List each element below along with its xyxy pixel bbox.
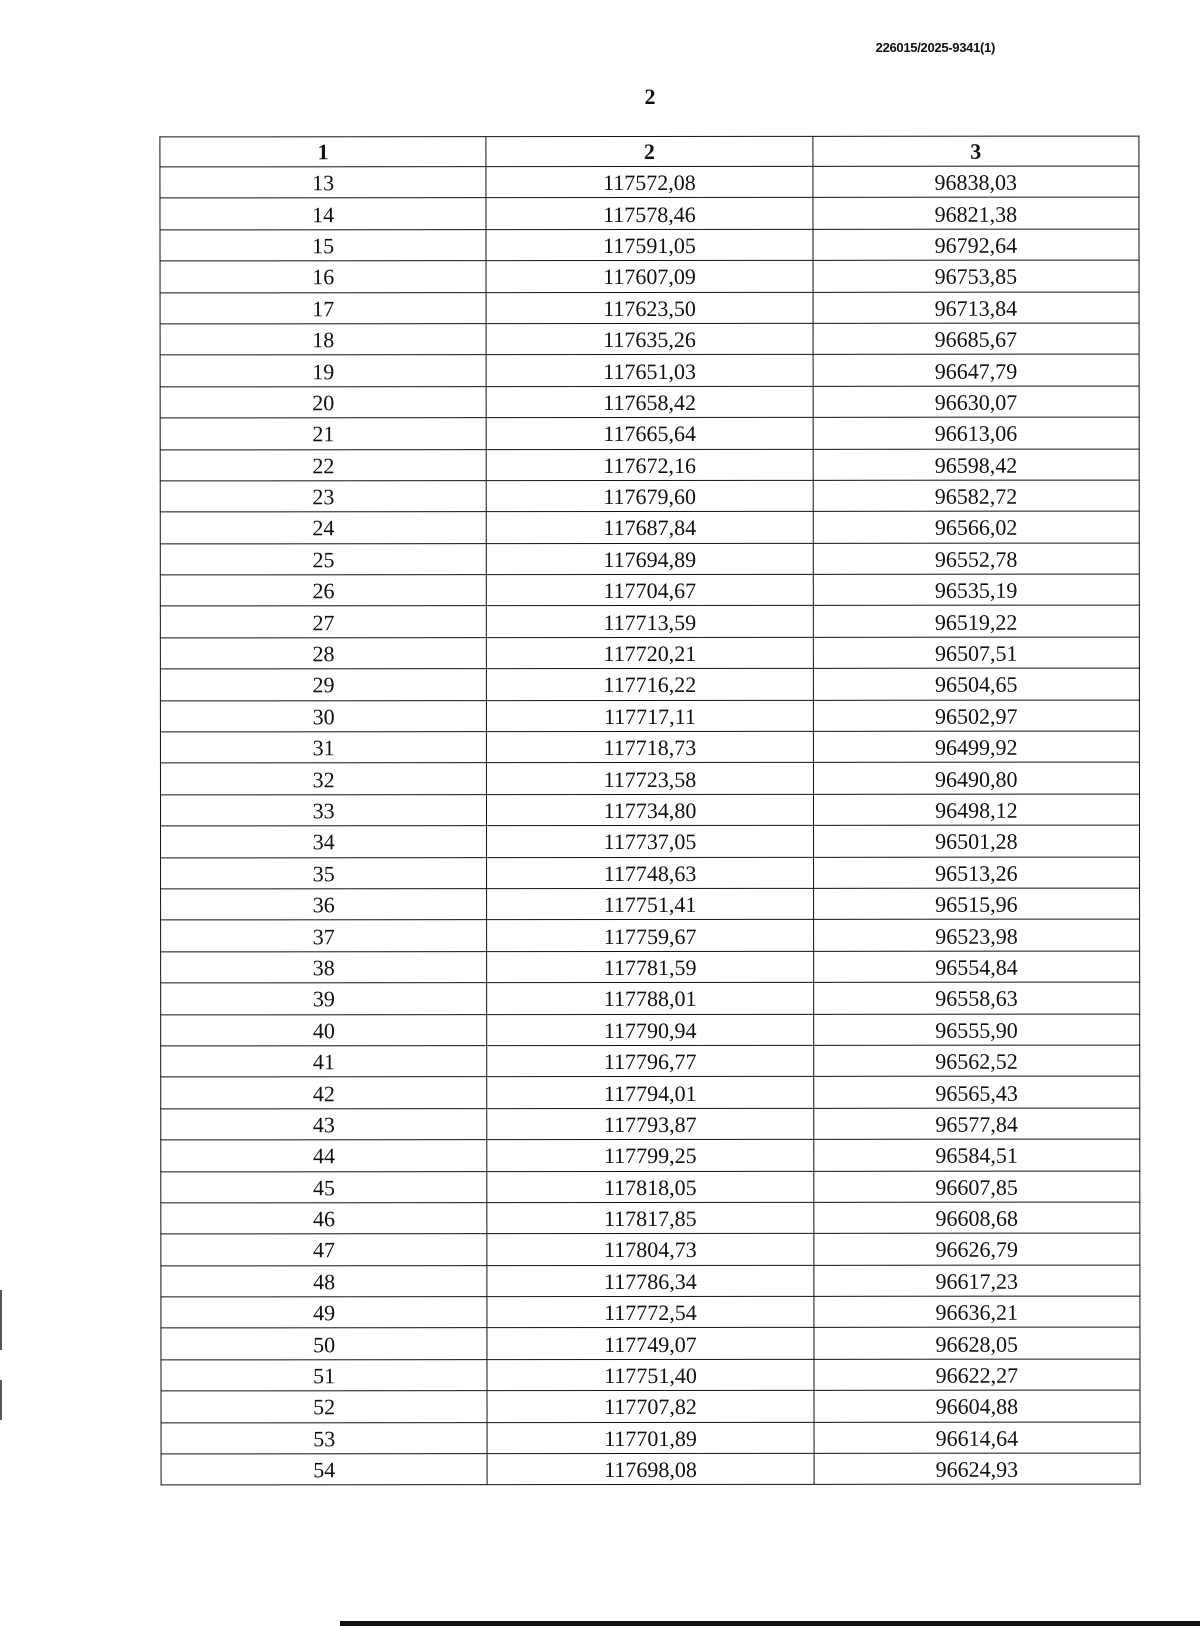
- y-coordinate-cell: 96622,27: [814, 1359, 1140, 1391]
- y-coordinate-cell: 96498,12: [813, 794, 1139, 826]
- point-number-cell: 46: [161, 1203, 487, 1235]
- x-coordinate-cell: 117737,05: [487, 826, 813, 858]
- y-coordinate-cell: 96555,90: [813, 1014, 1139, 1046]
- x-coordinate-cell: 117718,73: [487, 731, 813, 763]
- x-coordinate-cell: 117818,05: [487, 1171, 813, 1203]
- point-number-cell: 23: [160, 481, 486, 513]
- table-row: [160, 417, 1139, 449]
- x-coordinate-cell: 117716,22: [487, 669, 813, 701]
- x-coordinate-cell: 117781,59: [487, 951, 813, 983]
- x-coordinate-cell: 117804,73: [487, 1234, 813, 1266]
- point-number-cell: 25: [160, 543, 486, 575]
- x-coordinate-cell: 117701,89: [487, 1422, 813, 1454]
- x-coordinate-cell: 117749,07: [487, 1328, 813, 1360]
- x-coordinate-cell: 117704,67: [487, 574, 813, 606]
- table-row: [160, 731, 1139, 763]
- point-number-cell: 29: [160, 669, 486, 701]
- y-coordinate-cell: 96535,19: [813, 574, 1139, 606]
- x-coordinate-cell: 117694,89: [487, 543, 813, 575]
- table-row: [160, 668, 1139, 700]
- y-coordinate-cell: 96614,64: [814, 1422, 1140, 1454]
- point-number-cell: 47: [161, 1234, 487, 1266]
- table-row: [161, 1390, 1140, 1422]
- scan-edge-mark: [0, 1380, 2, 1420]
- x-coordinate-cell: 117651,03: [486, 355, 812, 387]
- column-header-3: 3: [813, 136, 1139, 166]
- x-coordinate-cell: 117658,42: [486, 386, 812, 418]
- y-coordinate-cell: 96499,92: [813, 731, 1139, 763]
- point-number-cell: 43: [161, 1108, 487, 1140]
- document-id: 226015/2025-9341(1): [875, 40, 995, 55]
- table-row: [160, 606, 1139, 638]
- point-number-cell: 26: [160, 575, 486, 607]
- y-coordinate-cell: 96713,84: [813, 292, 1139, 324]
- table-row: [161, 1422, 1140, 1454]
- y-coordinate-cell: 96577,84: [813, 1108, 1139, 1140]
- x-coordinate-cell: 117635,26: [486, 323, 812, 355]
- table-row: [160, 323, 1139, 355]
- table-row: [161, 1359, 1140, 1391]
- x-coordinate-cell: 117623,50: [486, 292, 812, 324]
- table-row: [160, 637, 1139, 669]
- point-number-cell: 24: [160, 512, 486, 544]
- x-coordinate-cell: 117751,41: [487, 888, 813, 920]
- x-coordinate-cell: 117748,63: [487, 857, 813, 889]
- table-row: [161, 857, 1140, 889]
- y-coordinate-cell: 96565,43: [813, 1076, 1139, 1108]
- y-coordinate-cell: 96519,22: [813, 606, 1139, 638]
- table-row: [160, 574, 1139, 606]
- point-number-cell: 50: [161, 1328, 487, 1360]
- point-number-cell: 13: [160, 167, 486, 199]
- y-coordinate-cell: 96598,42: [813, 449, 1139, 481]
- table-row: [160, 229, 1139, 261]
- point-number-cell: 32: [160, 763, 486, 795]
- point-number-cell: 15: [160, 229, 486, 261]
- table-row: [161, 1108, 1140, 1140]
- x-coordinate-cell: 117734,80: [487, 794, 813, 826]
- y-coordinate-cell: 96613,06: [813, 417, 1139, 449]
- y-coordinate-cell: 96507,51: [813, 637, 1139, 669]
- x-coordinate-cell: 117751,40: [487, 1359, 813, 1391]
- table-row: [160, 386, 1139, 418]
- x-coordinate-cell: 117687,84: [487, 512, 813, 544]
- point-number-cell: 53: [161, 1422, 487, 1454]
- y-coordinate-cell: 96630,07: [813, 386, 1139, 418]
- point-number-cell: 41: [161, 1046, 487, 1078]
- point-number-cell: 22: [160, 449, 486, 481]
- point-number-cell: 36: [161, 889, 487, 921]
- y-coordinate-cell: 96566,02: [813, 511, 1139, 543]
- point-number-cell: 31: [160, 732, 486, 764]
- x-coordinate-cell: 117707,82: [487, 1391, 813, 1423]
- y-coordinate-cell: 96617,23: [814, 1265, 1140, 1297]
- y-coordinate-cell: 96604,88: [814, 1390, 1140, 1422]
- point-number-cell: 21: [160, 418, 486, 450]
- y-coordinate-cell: 96753,85: [813, 260, 1139, 292]
- x-coordinate-cell: 117698,08: [487, 1453, 813, 1485]
- y-coordinate-cell: 96552,78: [813, 543, 1139, 575]
- point-number-cell: 17: [160, 292, 486, 324]
- table-row: [160, 543, 1139, 575]
- x-coordinate-cell: 117759,67: [487, 920, 813, 952]
- point-number-cell: 30: [160, 700, 486, 732]
- point-number-cell: 37: [161, 920, 487, 952]
- y-coordinate-cell: 96647,79: [813, 354, 1139, 386]
- table-row: [160, 166, 1139, 198]
- point-number-cell: 34: [161, 826, 487, 858]
- point-number-cell: 54: [161, 1454, 487, 1486]
- y-coordinate-cell: 96608,68: [813, 1202, 1139, 1234]
- table-row: [161, 1076, 1140, 1108]
- y-coordinate-cell: 96584,51: [813, 1139, 1139, 1171]
- point-number-cell: 19: [160, 355, 486, 387]
- table-row: [161, 982, 1140, 1014]
- x-coordinate-cell: 117665,64: [486, 417, 812, 449]
- x-coordinate-cell: 117796,77: [487, 1045, 813, 1077]
- y-coordinate-cell: 96607,85: [813, 1171, 1139, 1203]
- table-row: [161, 1202, 1140, 1234]
- table-row: [161, 1171, 1140, 1203]
- table-row: [160, 762, 1139, 794]
- point-number-cell: 16: [160, 261, 486, 293]
- table-row: [160, 197, 1139, 229]
- table-row: [161, 1328, 1140, 1360]
- y-coordinate-cell: 96624,93: [814, 1453, 1140, 1485]
- table-row: [160, 511, 1139, 543]
- table-row: [160, 292, 1139, 324]
- table-row: [161, 1265, 1140, 1297]
- y-coordinate-cell: 96636,21: [814, 1296, 1140, 1328]
- table-row: [160, 260, 1139, 292]
- table-row: [161, 919, 1140, 951]
- x-coordinate-cell: 117790,94: [487, 1014, 813, 1046]
- page-number: 2: [644, 84, 656, 109]
- point-number-cell: 42: [161, 1077, 487, 1109]
- point-number-cell: 27: [160, 606, 486, 638]
- column-header-2: 2: [486, 136, 812, 166]
- column-header-1: 1: [160, 137, 486, 167]
- point-number-cell: 40: [161, 1014, 487, 1046]
- table-row: [160, 449, 1139, 481]
- table-row: [161, 1139, 1140, 1171]
- point-number-cell: 51: [161, 1359, 487, 1391]
- y-coordinate-cell: 96628,05: [814, 1328, 1140, 1360]
- x-coordinate-cell: 117607,09: [486, 261, 812, 293]
- x-coordinate-cell: 117713,59: [487, 606, 813, 638]
- x-coordinate-cell: 117717,11: [487, 700, 813, 732]
- table-header-row: [160, 136, 1139, 167]
- table-row: [160, 354, 1139, 386]
- table-body: [160, 166, 1140, 1485]
- y-coordinate-cell: 96513,26: [813, 857, 1139, 889]
- point-number-cell: 44: [161, 1140, 487, 1172]
- y-coordinate-cell: 96838,03: [813, 166, 1139, 198]
- table-header: [160, 136, 1139, 167]
- x-coordinate-cell: 117672,16: [487, 449, 813, 481]
- coordinates-table: [159, 136, 1140, 1486]
- x-coordinate-cell: 117723,58: [487, 763, 813, 795]
- point-number-cell: 49: [161, 1297, 487, 1329]
- point-number-cell: 20: [160, 386, 486, 418]
- scan-bottom-rule: [340, 1621, 1200, 1626]
- y-coordinate-cell: 96501,28: [813, 825, 1139, 857]
- scan-edge-mark: [0, 1290, 2, 1350]
- table-row: [161, 1014, 1140, 1046]
- y-coordinate-cell: 96582,72: [813, 480, 1139, 512]
- table-row: [161, 1296, 1140, 1328]
- point-number-cell: 48: [161, 1265, 487, 1297]
- table-row: [160, 700, 1139, 732]
- x-coordinate-cell: 117578,46: [486, 198, 812, 230]
- point-number-cell: 33: [160, 794, 486, 826]
- point-number-cell: 52: [161, 1391, 487, 1423]
- table-row: [161, 951, 1140, 983]
- y-coordinate-cell: 96504,65: [813, 668, 1139, 700]
- point-number-cell: 38: [161, 951, 487, 983]
- x-coordinate-cell: 117817,85: [487, 1202, 813, 1234]
- table-row: [161, 1453, 1140, 1485]
- x-coordinate-cell: 117591,05: [486, 229, 812, 261]
- table-row: [161, 1233, 1140, 1265]
- x-coordinate-cell: 117720,21: [487, 637, 813, 669]
- point-number-cell: 39: [161, 983, 487, 1015]
- x-coordinate-cell: 117786,34: [487, 1265, 813, 1297]
- point-number-cell: 45: [161, 1171, 487, 1203]
- point-number-cell: 35: [161, 857, 487, 889]
- table-row: [160, 480, 1139, 512]
- table-row: [160, 794, 1139, 826]
- y-coordinate-cell: 96685,67: [813, 323, 1139, 355]
- point-number-cell: 18: [160, 324, 486, 356]
- y-coordinate-cell: 96562,52: [813, 1045, 1139, 1077]
- x-coordinate-cell: 117794,01: [487, 1077, 813, 1109]
- x-coordinate-cell: 117572,08: [486, 166, 812, 198]
- y-coordinate-cell: 96523,98: [813, 919, 1139, 951]
- table-row: [161, 825, 1140, 857]
- y-coordinate-cell: 96490,80: [813, 762, 1139, 794]
- x-coordinate-cell: 117772,54: [487, 1296, 813, 1328]
- y-coordinate-cell: 96515,96: [813, 888, 1139, 920]
- y-coordinate-cell: 96554,84: [813, 951, 1139, 983]
- y-coordinate-cell: 96792,64: [813, 229, 1139, 261]
- y-coordinate-cell: 96558,63: [813, 982, 1139, 1014]
- table-row: [161, 888, 1140, 920]
- point-number-cell: 14: [160, 198, 486, 230]
- y-coordinate-cell: 96626,79: [814, 1233, 1140, 1265]
- y-coordinate-cell: 96821,38: [813, 197, 1139, 229]
- x-coordinate-cell: 117788,01: [487, 983, 813, 1015]
- x-coordinate-cell: 117799,25: [487, 1139, 813, 1171]
- x-coordinate-cell: 117679,60: [487, 480, 813, 512]
- point-number-cell: 28: [160, 638, 486, 670]
- table-row: [161, 1045, 1140, 1077]
- y-coordinate-cell: 96502,97: [813, 700, 1139, 732]
- x-coordinate-cell: 117793,87: [487, 1108, 813, 1140]
